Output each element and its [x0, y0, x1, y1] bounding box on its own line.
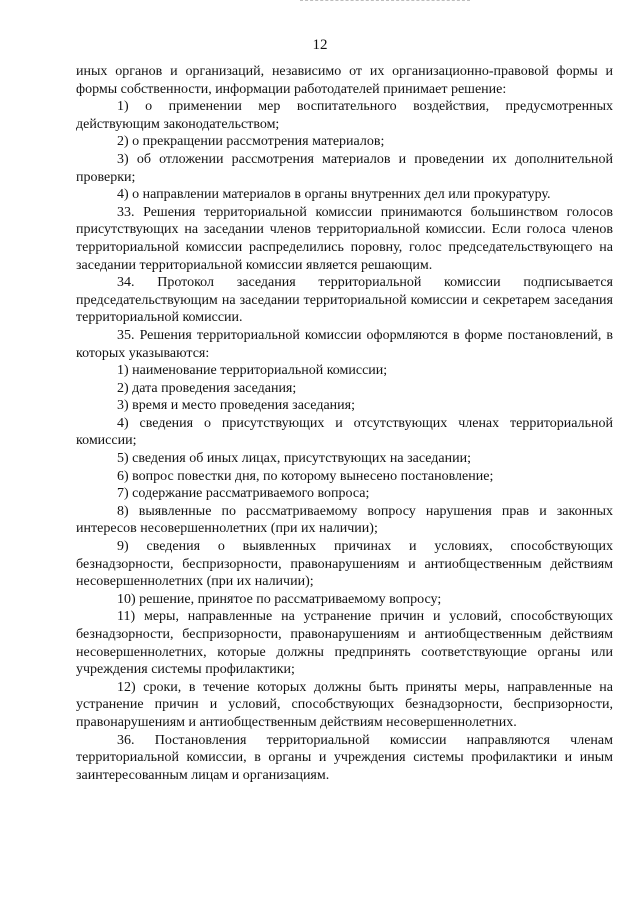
- paragraph: 1) наименование территориальной комиссии;: [117, 363, 388, 379]
- paragraph: иных органов и организаций, независимо от их организационно-правовой формы и формы собственности, информации работодателей принимает решение:: [76, 64, 613, 97]
- paragraph: 2) дата проведения заседания;: [117, 380, 297, 396]
- paragraph: 2) о прекращении рассмотрения материалов;: [117, 134, 385, 150]
- paragraph: 36. Постановления территориальной комиссии направляются членам территориальной комиссии, в органы и учреждения системы профилактики и иным заинтересованным лицам и организациям.: [76, 732, 613, 783]
- paragraph: 4) о направлении материалов в органы внутренних дел или прокуратуру.: [117, 187, 551, 203]
- paragraph: 11) меры, направленные на устранение причин и условий, способствующих безнадзорности, беспризорности, правонарушениям и антиобщественным действиям несовершеннолетних, которые должны предпринять соответствующие органы или учреждения системы профилактики;: [76, 609, 613, 678]
- paragraph: 1) о применении мер воспитательного воздействия, предусмотренных действующим законодательством;: [76, 99, 613, 132]
- paragraph: 6) вопрос повестки дня, по которому вынесено постановление;: [117, 468, 494, 484]
- page-top-edge: [300, 0, 470, 3]
- document-body: [76, 63, 613, 784]
- paragraph: 35. Решения территориальной комиссии оформляются в форме постановлений, в которых указываются:: [76, 327, 613, 361]
- paragraph: 12) сроки, в течение которых должны быть приняты меры, направленные на устранение причин и условий, способствующих безнадзорности, беспризорности, правонарушениям и антиобщественным действиям несовершеннолетних.: [76, 679, 613, 730]
- paragraph: 8) выявленные по рассматриваемому вопросу нарушения прав и законных интересов несовершеннолетних (при их наличии);: [76, 503, 613, 537]
- paragraph: 3) время и место проведения заседания;: [117, 398, 355, 414]
- page-number: 12: [312, 37, 328, 53]
- paragraph: 34. Протокол заседания территориальной комиссии подписывается председательствующим на заседании территориальной комиссии и секретарем заседания территориальной комиссии.: [76, 275, 613, 326]
- paragraph: 7) содержание рассматриваемого вопроса;: [117, 486, 370, 502]
- paragraph: 5) сведения об иных лицах, присутствующих на заседании;: [117, 451, 471, 467]
- paragraph: 9) сведения о выявленных причинах и условиях, способствующих безнадзорности, беспризорности, правонарушениям и антиобщественным действиям несовершеннолетних (при их наличии);: [76, 539, 613, 590]
- paragraph: 10) решение, принятое по рассматриваемому вопросу;: [117, 591, 442, 607]
- paragraph: 3) об отложении рассмотрения материалов и проведении их дополнительной проверки;: [76, 151, 613, 185]
- paragraph: 4) сведения о присутствующих и отсутствующих членах территориальной комиссии;: [76, 415, 613, 449]
- paragraph: 33. Решения территориальной комиссии принимаются большинством голосов присутствующих на заседании членов территориальной комиссии. Если голоса членов территориальной комиссии распределились поровну, голос председательствующего на заседании территориальной комиссии является решающим.: [76, 204, 613, 273]
